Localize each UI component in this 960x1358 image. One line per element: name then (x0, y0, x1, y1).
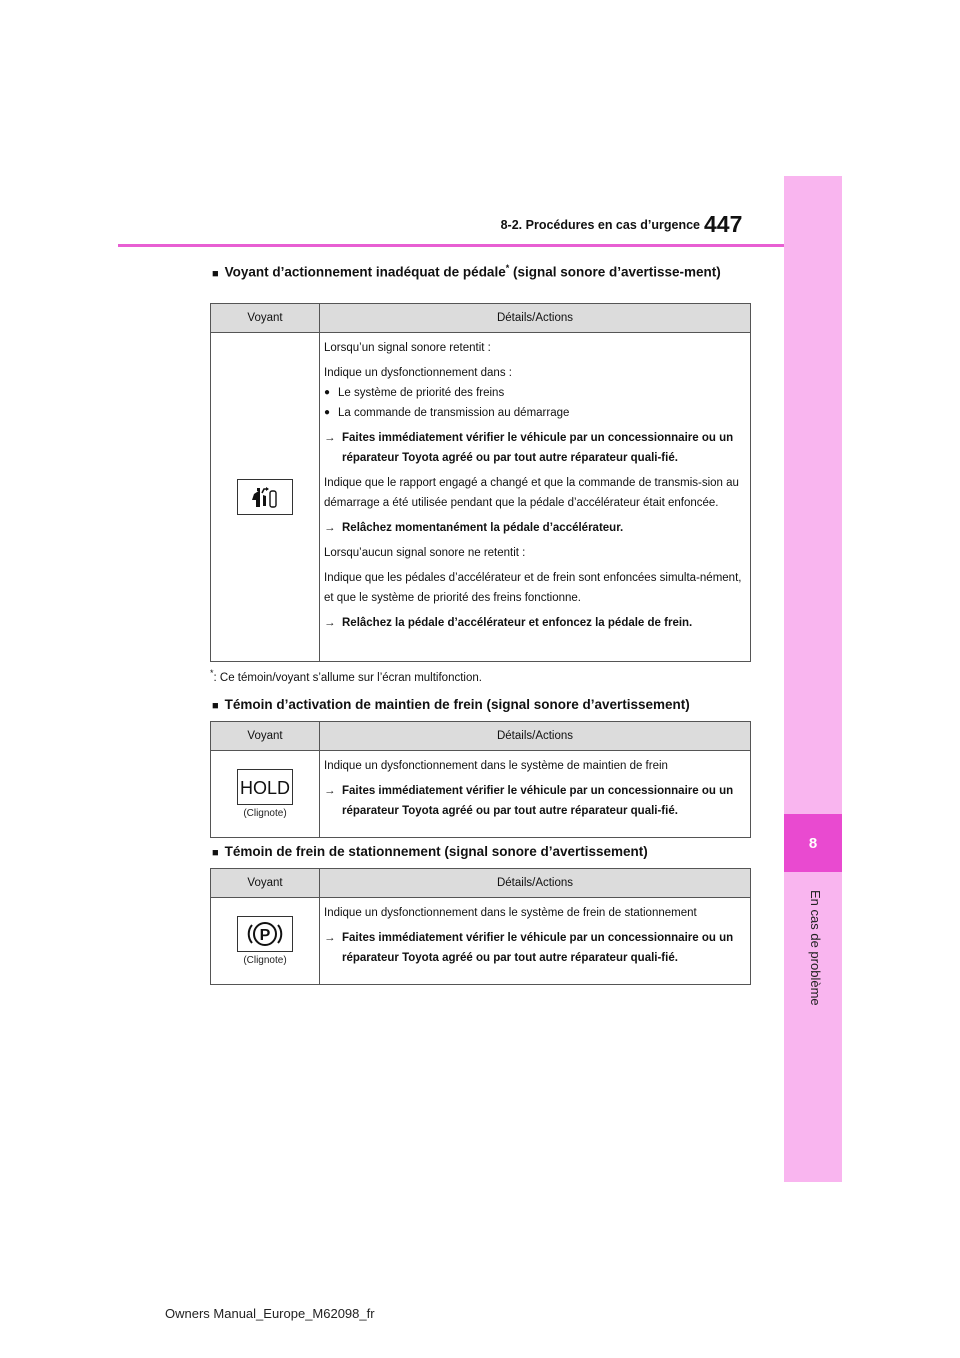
svg-text:P: P (259, 927, 271, 944)
chapter-number: 8 (784, 814, 842, 872)
pedal-warning-icon (237, 479, 293, 515)
col-voyant: Voyant (211, 722, 320, 751)
list-item: ● La commande de transmission au démarrage (324, 403, 744, 423)
warning-table-pedal (210, 303, 751, 662)
chapter-side-tab (784, 176, 842, 1182)
arrow-icon: → (324, 617, 336, 629)
icon-cell (211, 898, 320, 985)
hold-indicator-icon (237, 769, 293, 805)
icon-cell (211, 333, 320, 662)
col-details: Détails/Actions (320, 722, 751, 751)
col-details: Détails/Actions (320, 869, 751, 898)
page-number: 447 (704, 211, 743, 237)
document-footer: Owners Manual_Europe_M62098_fr (165, 1306, 375, 1321)
footnote: *: Ce témoin/voyant s’allume sur l’écran multifonction. (210, 668, 482, 684)
col-voyant: Voyant (211, 304, 320, 333)
header-rule (118, 244, 784, 247)
arrow-icon: → (324, 932, 336, 944)
blink-caption: (Clignote) (243, 808, 287, 819)
square-marker-icon: ■ (212, 847, 219, 859)
bullet-icon: ● (324, 387, 331, 398)
svg-text:HOLD: HOLD (239, 778, 291, 798)
section-heading-pedal: ■ Voyant d’actionnement inadéquat de pédale* (signal sonore d’avertisse-ment) (212, 263, 721, 280)
action-item: → Faites immédiatement vérifier le véhicule par un concessionnaire ou un réparateur Toyota agréé ou par tout autre réparateur quali-fié. (324, 781, 744, 821)
col-voyant: Voyant (211, 869, 320, 898)
parking-brake-icon (237, 916, 293, 952)
arrow-icon: → (324, 432, 336, 444)
action-item: → Faites immédiatement vérifier le véhicule par un concessionnaire ou un réparateur Toyota agréé ou par tout autre réparateur quali-fié. (324, 928, 744, 968)
square-marker-icon: ■ (212, 267, 219, 280)
details-cell: Indique un dysfonctionnement dans le système de frein de stationnement → Faites immédiatement vérifier le véhicule par un concessionnaire ou un réparateur Toyota agréé ou par tout autre réparateur quali-fié. (320, 898, 751, 985)
arrow-icon: → (324, 522, 336, 534)
col-details: Détails/Actions (320, 304, 751, 333)
section-heading-hold: ■ Témoin d’activation de maintien de frein (signal sonore d’avertissement) (212, 697, 690, 712)
icon-cell (211, 751, 320, 838)
action-item: → Relâchez momentanément la pédale d’accélérateur. (324, 518, 744, 538)
action-item: → Faites immédiatement vérifier le véhicule par un concessionnaire ou un réparateur Toyota agréé ou par tout autre réparateur quali-fié. (324, 428, 744, 468)
bullet-icon: ● (324, 407, 331, 418)
warning-table-hold (210, 721, 751, 838)
action-item: → Relâchez la pédale d’accélérateur et enfoncez la pédale de frein. (324, 613, 744, 633)
warning-table-parking (210, 868, 751, 985)
square-marker-icon: ■ (212, 700, 219, 712)
section-header: 8-2. Procédures en cas d’urgence (500, 218, 700, 232)
details-cell: Indique un dysfonctionnement dans le système de maintien de frein → Faites immédiatement vérifier le véhicule par un concessionnaire ou un réparateur Toyota agréé ou par tout autre réparateur quali-fié. (320, 751, 751, 838)
details-cell: Lorsqu’un signal sonore retentit : Indique un dysfonctionnement dans : ● Le système de priorité des freins ● La commande de transmission au démarrage → Faites immédiatement vérifier le véhicule par un concessionnaire ou un réparateur Toyota agréé ou par tout autre réparateur quali-fié. Indique que le rapport engagé a changé et que la commande de transmis-sion au démarrage a été utilisée pendant que la pédale d’accélérateur était enfoncée. → Relâchez momentanément la pédale d’accélérateur. Lorsqu’aucun signal sonore ne retentit : Indique que les pédales d’accélérateur et de frein sont enfoncées simulta-nément, et que le système de priorité des freins fonctionne. → Relâchez la pédale d’accélérateur et enfoncez la pédale de frein. (320, 333, 751, 662)
section-heading-parking: ■ Témoin de frein de stationnement (signal sonore d’avertissement) (212, 844, 648, 859)
list-item: ● Le système de priorité des freins (324, 383, 744, 403)
blink-caption: (Clignote) (243, 955, 287, 966)
arrow-icon: → (324, 785, 336, 797)
chapter-title: En cas de problème (808, 890, 823, 1006)
